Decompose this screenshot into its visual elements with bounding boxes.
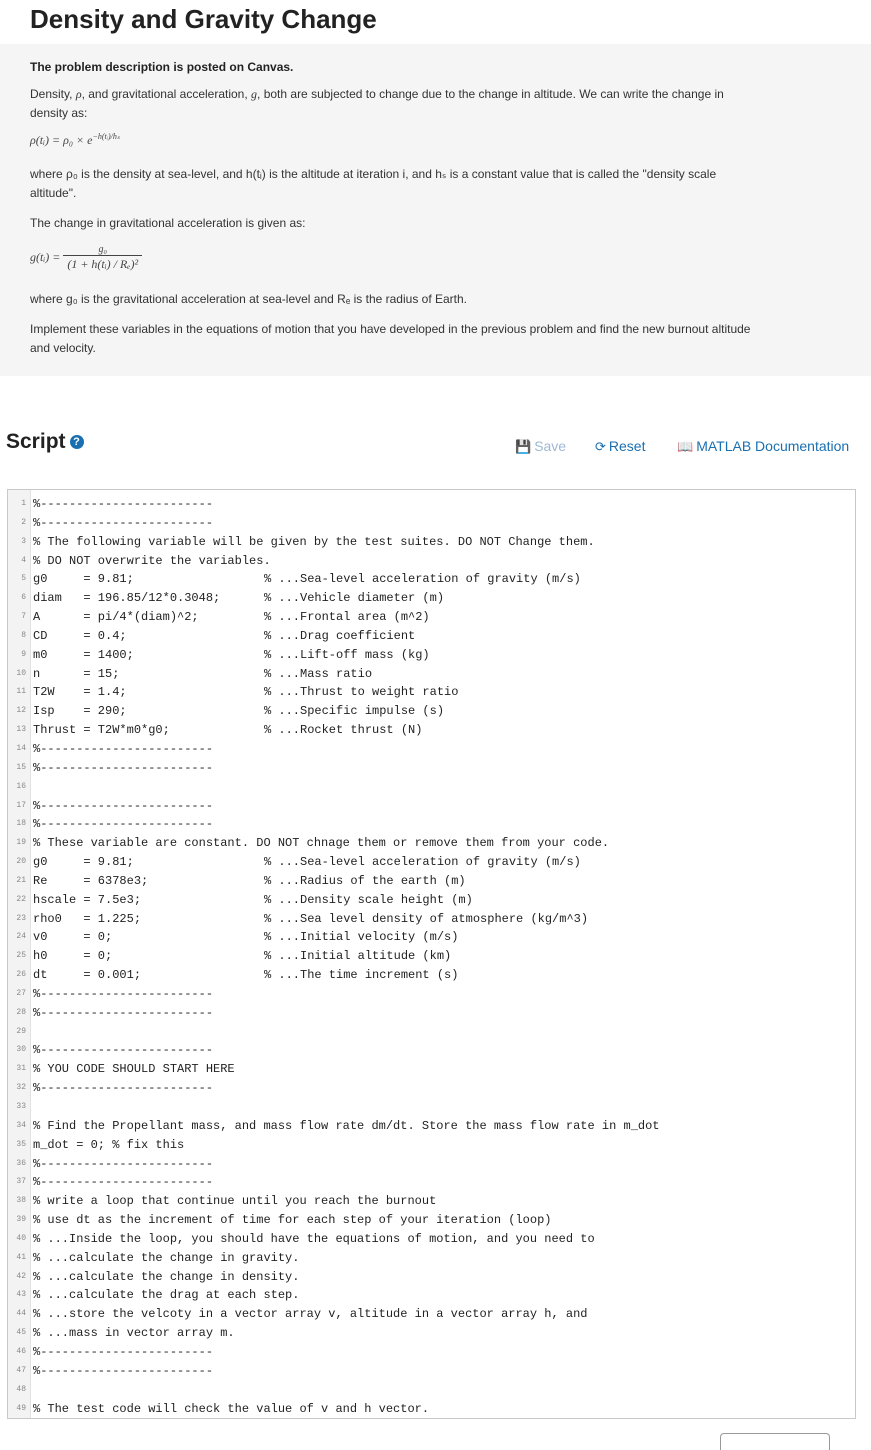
problem-paragraph-2: where ρ₀ is the density at sea-level, and h(tᵢ) is the altitude at iteration i, and hₛ is a constant value that is called the "density scale altitude". — [30, 167, 717, 200]
line-number: 38 — [16, 1196, 26, 1206]
line-number: 7 — [21, 612, 26, 622]
line-number: 36 — [16, 1158, 26, 1168]
line-number: 5 — [21, 574, 26, 584]
code-text[interactable]: %------------------------ — [33, 760, 214, 775]
line-number: 48 — [16, 1384, 26, 1394]
problem-paragraph-1: Density, ρ, and gravitational acceleration, g, both are subjected to change due to the change in altitude. We can write the change in density as: — [30, 87, 724, 120]
code-comment[interactable]: % ...Lift-off mass (kg) — [264, 647, 430, 662]
line-number: 15 — [16, 762, 26, 772]
matlab-documentation-link[interactable]: 📖 MATLAB Documentation — [677, 438, 850, 454]
gravity-equation: g(tᵢ) = $\frac{\text{g₀}}{\text{(1 + h(tᵢ) / Rₑ)²}}$ — [30, 244, 142, 272]
code-text[interactable]: % The following variable will be given by the test suites. DO NOT Change them. — [33, 534, 595, 549]
script-heading: Script ? — [6, 430, 84, 454]
problem-paragraph-5: Implement these variables in the equations of motion that you have developed in the previous problem and find the new burnout altitude and velocity. — [30, 322, 751, 355]
code-text[interactable]: % YOU CODE SHOULD START HERE — [33, 1062, 235, 1077]
code-text[interactable]: g0 = 9.81; — [33, 855, 134, 870]
line-number: 9 — [21, 649, 26, 659]
save-button[interactable]: 💾 Save — [515, 438, 567, 454]
code-text[interactable]: Isp = 290; — [33, 704, 127, 719]
code-text[interactable]: diam = 196.85/12*0.3048; — [33, 591, 221, 606]
line-number: 2 — [21, 517, 26, 527]
line-number: 24 — [16, 932, 26, 942]
code-text[interactable]: v0 = 0; — [33, 930, 113, 945]
code-text[interactable]: m_dot = 0; % fix this — [33, 1137, 185, 1152]
line-number: 23 — [16, 913, 26, 923]
line-number: 42 — [16, 1271, 26, 1281]
code-text[interactable]: % use dt as the increment of time for each step of your iteration (loop) — [33, 1213, 552, 1228]
line-number: 1 — [21, 499, 26, 508]
code-text[interactable]: %------------------------ — [33, 497, 214, 511]
line-number: 8 — [21, 630, 26, 640]
line-number: 39 — [16, 1215, 26, 1225]
line-number: 20 — [16, 857, 26, 867]
code-text[interactable]: hscale = 7.5e3; — [33, 892, 142, 907]
code-text[interactable]: h0 = 0; — [33, 949, 113, 964]
code-text[interactable]: g0 = 9.81; — [33, 572, 134, 587]
code-comment[interactable]: % ...Density scale height (m) — [264, 892, 473, 907]
code-comment[interactable]: % ...Frontal area (m^2) — [264, 610, 430, 625]
line-number: 37 — [16, 1177, 26, 1187]
line-number: 31 — [16, 1064, 26, 1074]
line-number: 45 — [16, 1328, 26, 1338]
line-number: 49 — [16, 1403, 26, 1413]
code-text[interactable]: % These variable are constant. DO NOT chnage them or remove them from your code. — [33, 836, 610, 851]
code-comment[interactable]: % ...Drag coefficient — [264, 628, 416, 643]
code-text[interactable]: %------------------------ — [33, 741, 214, 756]
code-comment[interactable]: % ...Initial velocity (m/s) — [264, 930, 459, 945]
line-number: 44 — [16, 1309, 26, 1319]
code-text[interactable]: %------------------------ — [33, 1344, 214, 1359]
line-number: 22 — [16, 894, 26, 904]
code-text[interactable]: dt = 0.001; — [33, 968, 142, 983]
line-number: 47 — [16, 1365, 26, 1375]
code-text[interactable]: CD = 0.4; — [33, 628, 127, 643]
code-comment[interactable]: % ...Specific impulse (s) — [264, 704, 445, 719]
code-text[interactable]: T2W = 1.4; — [33, 685, 127, 700]
code-comment[interactable]: % ...Initial altitude (km) — [264, 949, 452, 964]
line-number: 30 — [16, 1045, 26, 1055]
code-text[interactable]: % ...calculate the drag at each step. — [33, 1288, 300, 1303]
code-text[interactable]: % ...mass in vector array m. — [33, 1326, 235, 1341]
code-editor[interactable] — [7, 489, 856, 1419]
code-text[interactable]: %------------------------ — [33, 1156, 214, 1171]
code-comment[interactable]: % ...Sea level density of atmosphere (kg/m^3) — [264, 911, 589, 926]
reset-button[interactable]: ⟳ Reset — [595, 438, 646, 454]
code-text[interactable]: %------------------------ — [33, 1005, 214, 1020]
line-number: 33 — [16, 1102, 26, 1111]
line-number: 35 — [16, 1139, 26, 1149]
line-number: 4 — [21, 555, 26, 565]
code-text[interactable]: m0 = 1400; — [33, 647, 134, 662]
line-number: 40 — [16, 1233, 26, 1243]
line-number: 6 — [21, 593, 26, 603]
problem-paragraph-3: The change in gravitational acceleration is given as: — [30, 216, 306, 230]
line-number: 3 — [21, 536, 26, 546]
code-text[interactable]: Re = 6378e3; — [33, 873, 149, 888]
refresh-icon: ⟳ — [595, 439, 606, 454]
code-text[interactable]: % Find the Propellant mass, and mass flow rate dm/dt. Store the mass flow rate in m_dot — [33, 1118, 660, 1133]
line-number: 14 — [16, 743, 26, 753]
code-text[interactable]: % DO NOT overwrite the variables. — [33, 553, 271, 568]
code-text[interactable]: %------------------------ — [33, 986, 214, 1001]
code-text[interactable]: %------------------------ — [33, 798, 214, 813]
code-text[interactable]: rho0 = 1.225; — [33, 911, 142, 926]
code-text[interactable]: % write a loop that continue until you reach the burnout — [33, 1194, 437, 1209]
line-number: 11 — [16, 687, 26, 697]
page-title: Density and Gravity Change — [30, 4, 377, 34]
line-number: 43 — [16, 1290, 26, 1300]
line-number: 17 — [16, 800, 26, 810]
code-comment[interactable]: % ...Vehicle diameter (m) — [264, 591, 445, 606]
line-number: 12 — [16, 706, 26, 716]
code-text[interactable]: A = pi/4*(diam)^2; — [33, 610, 199, 625]
book-icon: 📖 — [677, 439, 694, 454]
code-comment[interactable]: % ...The time increment (s) — [264, 968, 459, 983]
code-text[interactable]: %------------------------ — [33, 817, 214, 832]
floppy-disk-icon: 💾 — [515, 439, 532, 454]
line-number: 26 — [16, 970, 26, 980]
code-text[interactable]: %------------------------ — [33, 1081, 214, 1096]
problem-intro: The problem description is posted on Canvas. — [30, 60, 294, 74]
problem-paragraph-4: where g₀ is the gravitational acceleration at sea-level and Rₑ is the radius of Earth. — [30, 292, 468, 306]
code-comment[interactable]: % ...Mass ratio — [264, 666, 373, 681]
code-text[interactable]: %------------------------ — [33, 515, 214, 530]
line-number: 34 — [16, 1120, 26, 1130]
line-number: 29 — [16, 1026, 26, 1036]
code-comment[interactable]: % ...Rocket thrust (N) — [264, 723, 423, 738]
code-text[interactable]: Thrust = T2W*m0*g0; — [33, 723, 170, 738]
code-comment[interactable]: % ...Radius of the earth (m) — [264, 873, 466, 888]
code-text[interactable]: % ...calculate the change in density. — [33, 1269, 300, 1284]
density-equation: ρ(tᵢ) = $\rho_0 \times e^{-h(tᵢ)/h_s}$ — [30, 132, 120, 147]
line-number: 41 — [16, 1252, 26, 1262]
line-number: 19 — [16, 838, 26, 848]
line-number: 27 — [16, 988, 26, 998]
code-text[interactable]: % ...Inside the loop, you should have the equations of motion, and you need to — [33, 1231, 595, 1246]
code-text[interactable]: %------------------------ — [33, 1043, 214, 1058]
code-comment[interactable]: % ...Sea-level acceleration of gravity (m/s) — [264, 855, 581, 870]
line-number: 21 — [16, 875, 26, 885]
line-number: 28 — [16, 1007, 26, 1017]
run-button-edge[interactable] — [720, 1433, 830, 1450]
help-icon[interactable]: ? — [70, 435, 84, 449]
code-text[interactable]: % ...calculate the change in gravity. — [33, 1250, 300, 1265]
code-comment[interactable]: % ...Sea-level acceleration of gravity (m/s) — [264, 572, 581, 587]
line-number: 10 — [16, 668, 26, 678]
code-text[interactable]: % ...store the velcoty in a vector array v, altitude in a vector array h, and — [33, 1307, 588, 1322]
code-text[interactable]: %------------------------ — [33, 1175, 214, 1190]
line-number: 46 — [16, 1346, 26, 1356]
code-text[interactable]: n = 15; — [33, 666, 120, 681]
code-comment[interactable]: % ...Thrust to weight ratio — [264, 685, 459, 700]
code-text[interactable]: %------------------------ — [33, 1363, 214, 1378]
line-number: 32 — [16, 1083, 26, 1093]
line-number: 18 — [16, 819, 26, 829]
line-number: 13 — [16, 725, 26, 735]
code-text[interactable]: % The test code will check the value of v and h vector. — [33, 1401, 430, 1416]
line-number: 16 — [16, 781, 26, 791]
line-number: 25 — [16, 951, 26, 961]
